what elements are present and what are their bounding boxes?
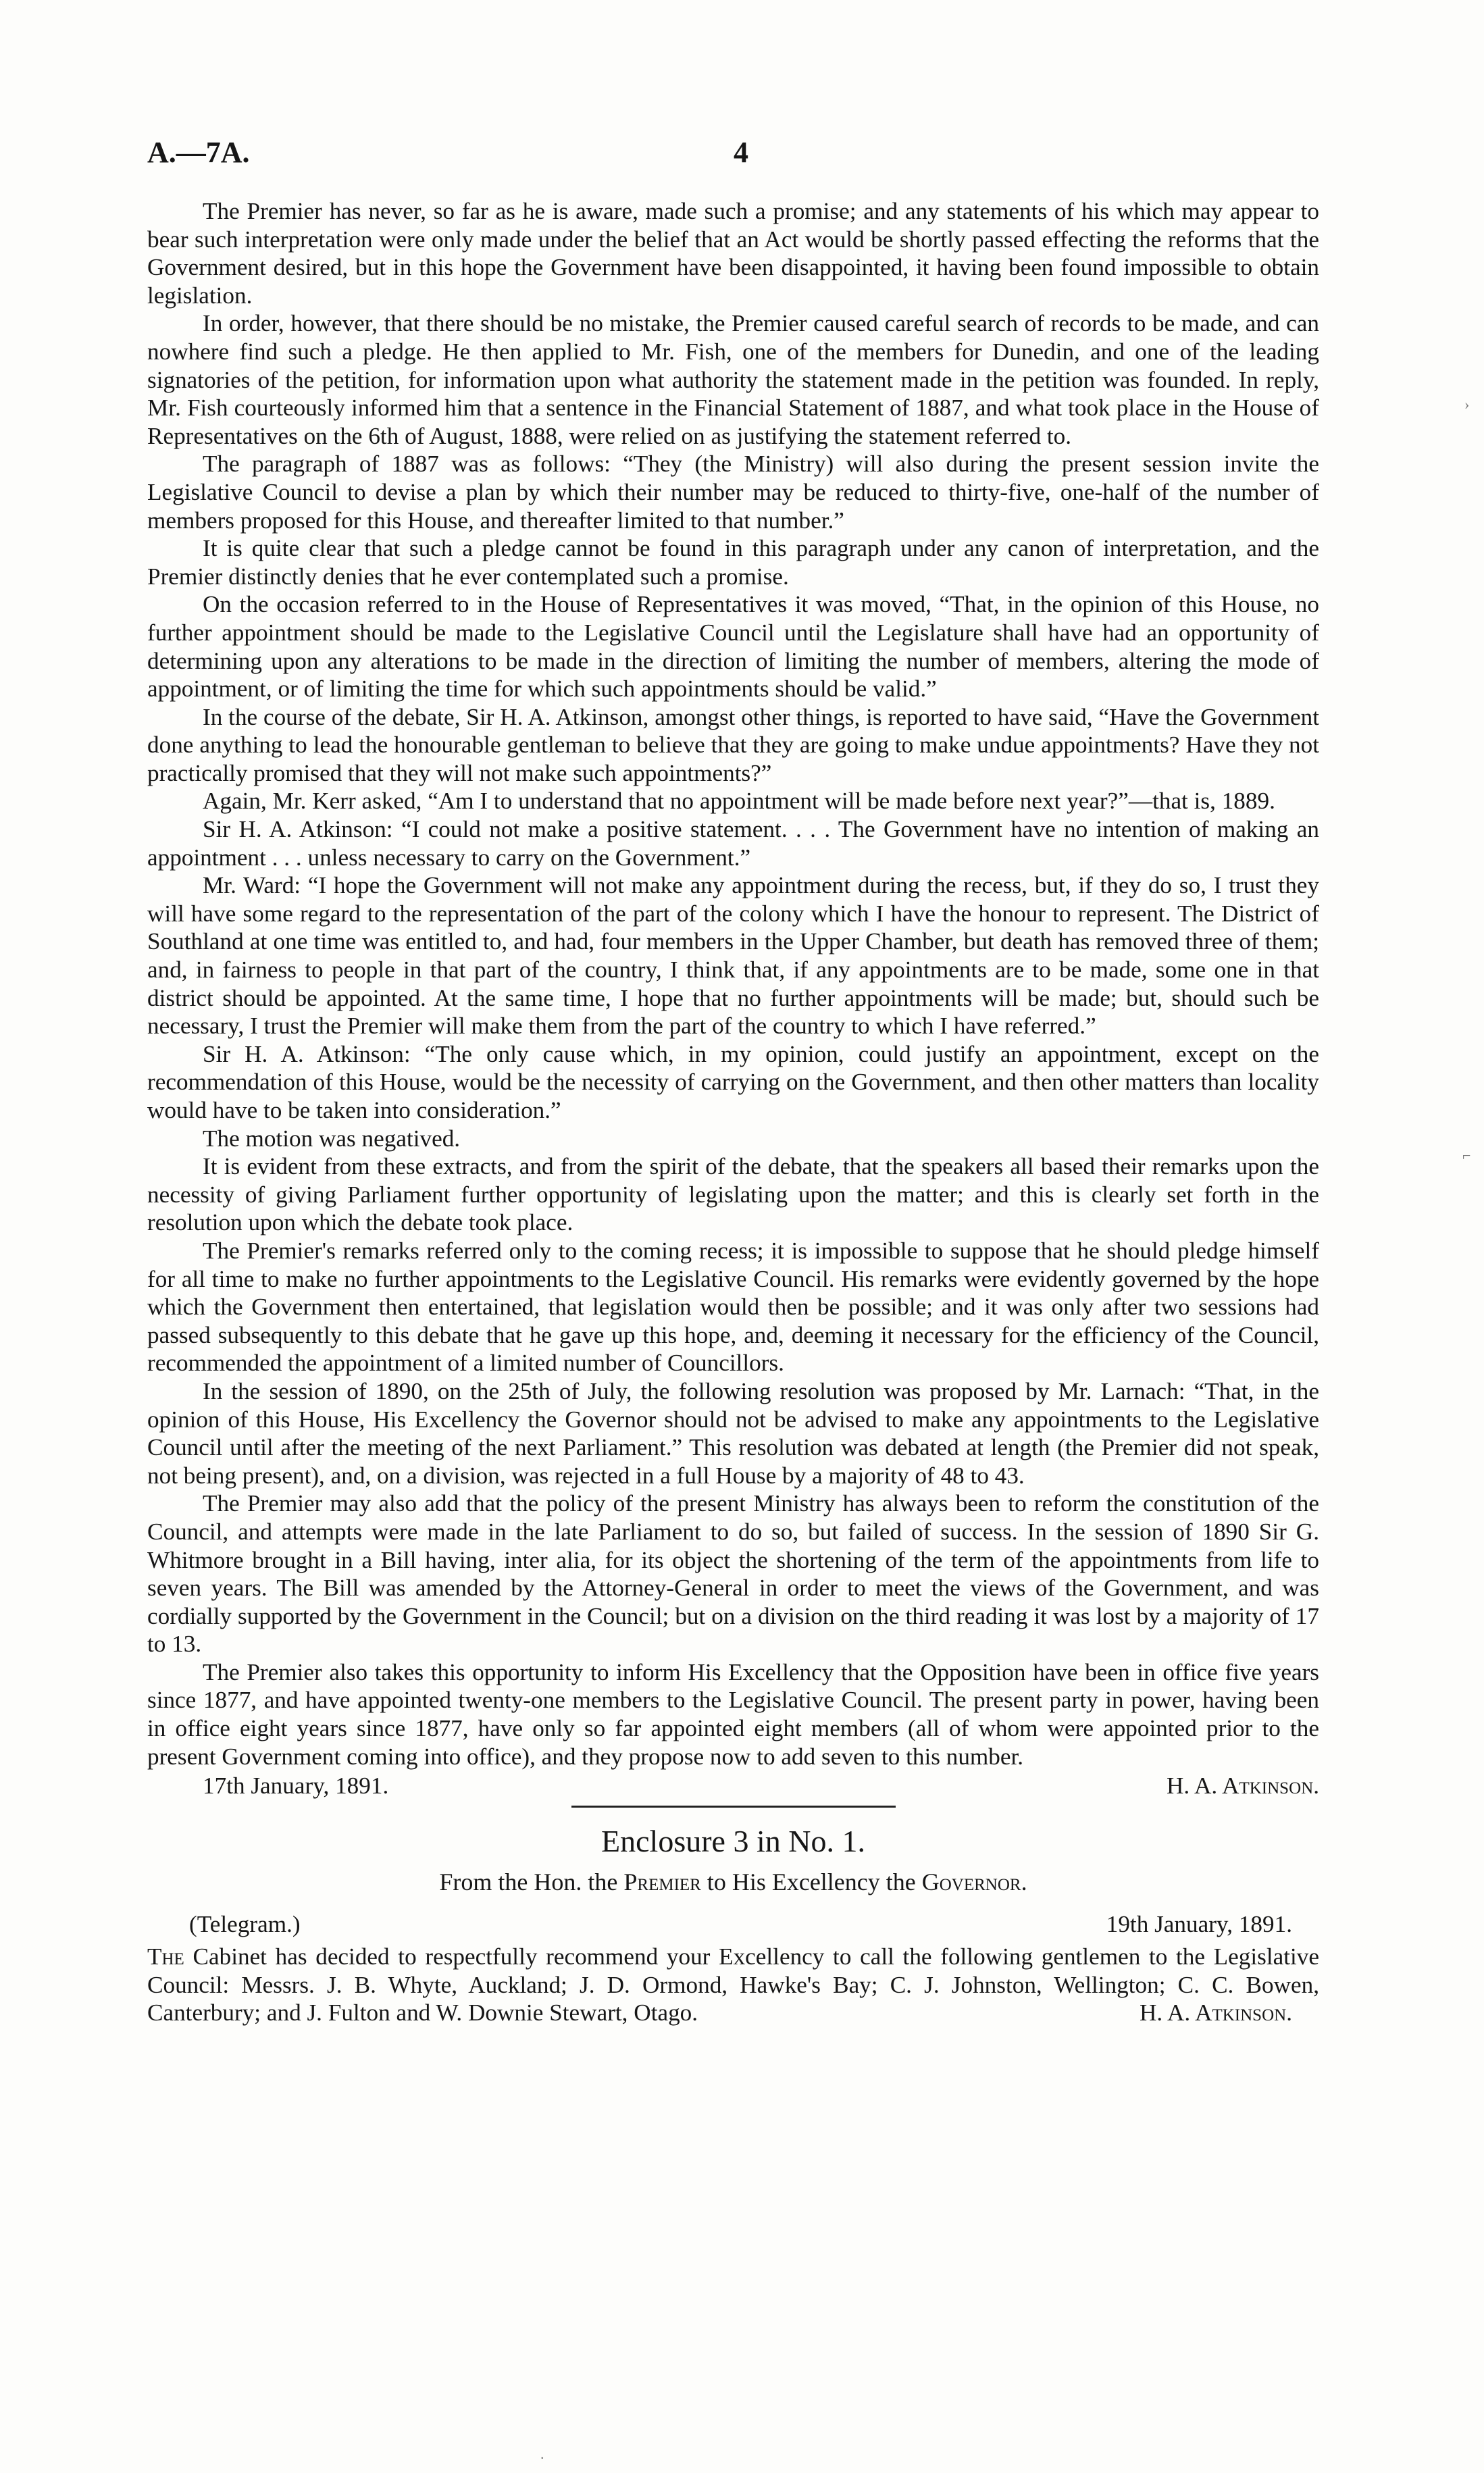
paragraph: Sir H. A. Atkinson: “The only cause which, in my opinion, could justify an appointment, except on the recommendation of this House, would be the necessity of carrying on the Government, and then other matters than locality would have to be taken into consideration.”: [147, 1040, 1319, 1123]
margin-mark: ⌐: [1462, 1147, 1471, 1164]
from-middle: to His Excellency the: [707, 1868, 916, 1896]
paragraph: In order, however, that there should be no mistake, the Premier caused careful search of records to be made, and can nowhere find such a pledge. He then applied to Mr. Fish, one of the members for Dunedin, and one of the leading signatories of the petition, for information upon what authority the statement made in the petition was founded. In reply, Mr. Fish courteously informed him that a sentence in the Financial Statement of 1887, and what took place in the House of Representatives on the 6th of August, 1888, were relied on as justifying the statement referred to.: [147, 310, 1319, 449]
signoff: [147, 1772, 1319, 1802]
from-sender: Premier: [623, 1868, 701, 1896]
from-prefix: From the Hon. the: [439, 1868, 618, 1896]
telegram-lead-word: The: [147, 1943, 184, 1970]
page-number: 4: [734, 136, 748, 169]
document-reference: A.—7A.: [147, 136, 250, 169]
enclosure-title: Enclosure 3 in No. 1.: [601, 1824, 865, 1859]
paragraph: The motion was negatived.: [203, 1125, 461, 1152]
paragraph: Again, Mr. Kerr asked, “Am I to understand that no appointment will be made before next year?”—that is, 1889.: [203, 788, 1275, 815]
margin-mark: ›: [1464, 396, 1470, 413]
telegram-signoff: [147, 1999, 1319, 2029]
section-divider: [571, 1806, 896, 1808]
paragraph: The Premier's remarks referred only to the coming recess; it is impossible to suppose that he should pledge himself for all time to make no further appointments to the Legislative Council. His remarks were evidently governed by the hope which the Government then entertained, that legislation would then be possible; and it was only after two sessions had passed subsequently to this debate that he gave up this hope, and, deeming it necessary for the efficiency of the Council, recommended the appointment of a limited number of Councillors.: [147, 1237, 1319, 1377]
paragraph: Sir H. A. Atkinson: “I could not make a positive statement. . . . The Government have no intention of making an appointment . . . unless necessary to carry on the Government.”: [147, 816, 1319, 871]
paragraph: The Premier may also add that the policy of the present Ministry has always been to reform the constitution of the Council, and attempts were made in the late Parliament to do so, but failed of success. In the session of 1890 Sir G. Whitmore brought in a Bill having, inter alia, for its object the shortening of the term of the appointments from life to seven years. The Bill was amended by the Attorney-General in order to meet the views of the Government, and was cordially supported by the Government in the Council; but on a division on the third reading it was lost by a majority of 17 to 13.: [147, 1490, 1319, 1658]
from-recipient: Governor.: [921, 1868, 1027, 1896]
margin-mark: .: [540, 2445, 544, 2462]
telegram-date: 19th January, 1891.: [1106, 1911, 1292, 1938]
body-text: [147, 197, 1319, 2029]
paragraph: In the session of 1890, on the 25th of July, the following resolution was proposed by Mr. Larnach: “That, in the opinion of this House, His Excellency the Governor should not be advised to make any appointments to the Legislative Council until after the meeting of the next Parliament.” This resolution was debated at length (the Premier did not speak, not being present), and, on a division, was rejected in a full House by a majority of 48 to 43.: [147, 1377, 1319, 1489]
enclosure-from-line: [147, 1867, 1319, 1897]
signoff-date: 17th January, 1891.: [203, 1773, 389, 1800]
paragraph: The paragraph of 1887 was as follows: “They (the Ministry) will also during the present session invite the Legislative Council to devise a plan by which their number may be reduced to thirty-five, one-half of the number of members proposed for this House, and thereafter limited to that number.”: [147, 451, 1319, 534]
telegram-text: Cabinet has decided to respectfully recommend your Excellency to call the following gentlemen to the Legislative Council: Messrs. J. B. Whyte, Auckland; J. D. Ormond, Hawke's Bay; C. J. Johnston, Wellington; C. C. Bowen, Canterbury; and J. Fulton and W. Downie Stewart, Otago.: [147, 1943, 1320, 2026]
paragraph: It is evident from these extracts, and from the spirit of the debate, that the speakers all based their remarks upon the necessity of giving Parliament further opportunity of legislating upon the matter; and this is clearly set forth in the resolution upon which the debate took place.: [147, 1153, 1319, 1236]
telegram-label: (Telegram.): [189, 1911, 301, 1938]
paragraph: On the occasion referred to in the House of Representatives it was moved, “That, in the opinion of this House, no further appointment should be made to the Legislative Council until the Legislature shall have had an opportunity of determining upon any alterations to be made in the direction of limiting the number of members, altering the mode of appointment, or of limiting the time for which such appointments should be valid.”: [147, 591, 1319, 703]
page-header: [147, 135, 1309, 176]
paragraph: The Premier has never, so far as he is aware, made such a promise; and any statements of his which may appear to bear such interpretation were only made under the belief that an Act would be shortly passed effecting the reforms that the Government desired, but in this hope the Government have been disappointed, it having been found impossible to obtain legislation.: [147, 198, 1319, 309]
paragraph: In the course of the debate, Sir H. A. Atkinson, amongst other things, is reported to have said, “Have the Government done anything to lead the honourable gentleman to believe that they are going to make undue appointments? Have they not practically promised that they will not make such appointments?”: [147, 703, 1319, 786]
telegram-header: [147, 1910, 1319, 1940]
signoff-name: H. A. Atkinson.: [1166, 1773, 1319, 1800]
paragraph: Mr. Ward: “I hope the Government will not make any appointment during the recess, but, if they do so, I trust they will have some regard to the representation of the part of the colony which I have the honour to represent. The District of Southland at one time was entitled to, and had, four members in the Upper Chamber, but death has removed three of them; and, in fairness to people in that part of the country, I think that, if any appointments are to be made, some one in that district should be appointed. At the same time, I hope that no further appointments will be made; but, should such be necessary, I trust the Premier will make them from the part of the country to which I have referred.”: [147, 872, 1319, 1040]
telegram-signature: H. A. Atkinson.: [1139, 1999, 1292, 2026]
paragraph: It is quite clear that such a pledge cannot be found in this paragraph under any canon of interpretation, and the Premier distinctly denies that he ever contemplated such a promise.: [147, 535, 1319, 590]
paragraph: The Premier also takes this opportunity to inform His Excellency that the Opposition have been in office five years since 1877, and have appointed twenty-one members to the Legislative Council. The present party in power, having been in office eight years since 1877, have only so far appointed eight members (all of whom were appointed prior to the present Government coming into office), and they propose now to add seven to this number.: [147, 1658, 1319, 1770]
